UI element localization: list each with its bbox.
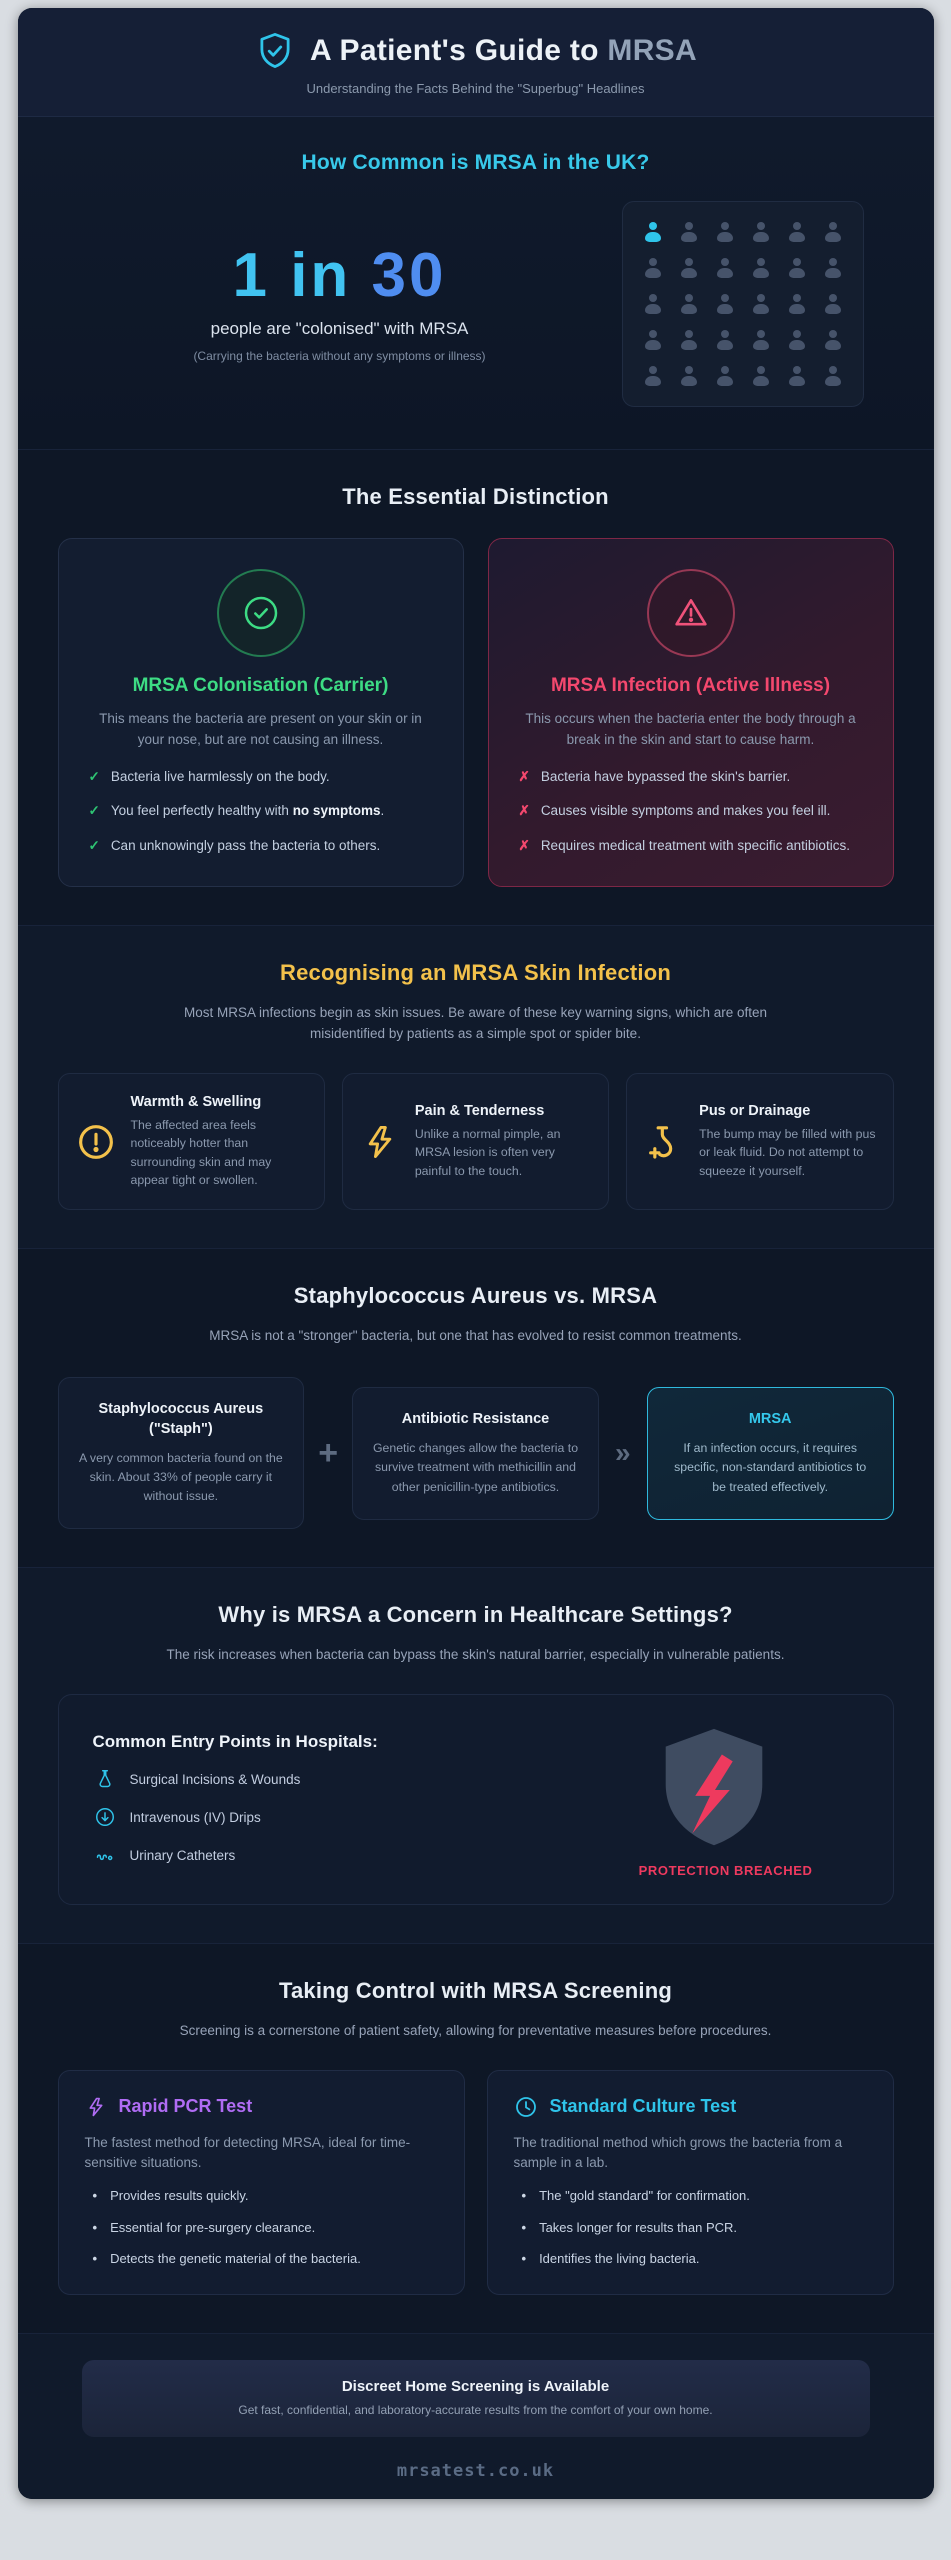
section-comparison — [18, 1249, 934, 1568]
page-title: A Patient's Guide to MRSA — [310, 34, 697, 67]
mrsa-card — [647, 1387, 894, 1520]
card-title: Staphylococcus Aureus ("Staph") — [98, 1401, 264, 1437]
person-icon — [645, 222, 661, 242]
prevalence-heading: How Common is MRSA in the UK? — [301, 151, 650, 174]
breach-label: PROTECTION BREACHED — [638, 1862, 813, 1878]
warning-sign-card — [626, 1073, 893, 1211]
infection-title: MRSA Infection (Active Illness) — [550, 675, 831, 696]
distinction-heading: The Essential Distinction — [342, 484, 609, 509]
list-item: ✗ Causes visible symptoms and makes you feel ill. — [519, 801, 863, 821]
card-title: Antibiotic Resistance — [401, 1410, 550, 1427]
iv-drip-icon — [93, 1806, 117, 1828]
section-screening — [18, 1944, 934, 2334]
entry-point-item — [93, 1806, 378, 1828]
cross-icon: ✗ — [518, 803, 530, 819]
person-icon — [753, 294, 769, 314]
person-icon — [789, 294, 805, 314]
card-text: Genetic changes allow the bacteria to survive treatment with methicillin and other penicillin-type antibiotics. — [372, 1441, 579, 1494]
entry-point-label: Intravenous (IV) Drips — [129, 1809, 261, 1825]
entry-points-heading: Common Entry Points in Hospitals: — [92, 1732, 378, 1752]
check-circle-icon — [217, 569, 305, 657]
person-icon — [789, 258, 805, 278]
droplet-plus-icon — [643, 1122, 685, 1162]
entry-point-item — [93, 1768, 378, 1790]
card-text: Unlike a normal pimple, an MRSA lesion is often very painful to the touch. — [414, 1126, 561, 1178]
culture-test-card — [487, 2070, 894, 2295]
warning-sign-card — [58, 1073, 325, 1211]
section-skin-infection — [18, 926, 934, 1250]
healthcare-heading: Why is MRSA a Concern in Healthcare Settings? — [218, 1602, 733, 1628]
section-footer — [18, 2334, 934, 2499]
infographic-root — [18, 8, 934, 2499]
list-item: ✓ Can unknowingly pass the bacteria to others. — [89, 836, 433, 856]
prevalence-stat — [88, 241, 622, 363]
list-item: • The "gold standard" for confirmation. — [521, 2188, 750, 2204]
resistance-card — [352, 1387, 599, 1520]
shield-check-icon — [254, 30, 296, 72]
section-prevalence — [18, 117, 934, 450]
person-icon — [825, 222, 841, 242]
home-screening-text: Get fast, confidential, and laboratory-accurate results from the comfort of your own home. — [238, 2402, 713, 2417]
screening-heading: Taking Control with MRSA Screening — [278, 1977, 673, 2003]
home-screening-card — [82, 2360, 870, 2437]
entry-points-card — [58, 1694, 894, 1905]
check-icon: ✓ — [88, 768, 100, 784]
stat-note: (Carrying the bacteria without any symptoms or illness) — [193, 349, 486, 363]
card-text: If an infection occurs, it requires specific, non-standard antibiotics to be treated effectively. — [674, 1441, 867, 1494]
colonisation-list — [85, 767, 437, 856]
list-item: ✗ Requires medical treatment with specific antibiotics. — [519, 836, 863, 856]
person-icon — [717, 258, 733, 278]
card-text: The affected area feels noticeably hotter than surrounding skin and may appear tight or swollen. — [130, 1117, 272, 1188]
list-item: ✓ You feel perfectly healthy with no symptoms. — [89, 801, 433, 821]
card-title: Warmth & Swelling — [130, 1093, 262, 1110]
infection-card — [488, 538, 894, 887]
home-screening-title: Discreet Home Screening is Available — [341, 2377, 610, 2395]
list-item: • Identifies the living bacteria. — [521, 2250, 700, 2266]
person-icon — [645, 330, 661, 350]
person-icon — [645, 258, 661, 278]
stat-value: 1 in 30 — [232, 241, 447, 310]
card-text: The bump may be filled with pus or leak fluid. Do not attempt to squeeze it yourself. — [699, 1126, 876, 1178]
header — [18, 8, 934, 117]
person-icon — [753, 366, 769, 386]
page-subtitle: Understanding the Facts Behind the "Superbug" Headlines — [306, 81, 645, 96]
bolt-icon — [85, 2095, 107, 2119]
alert-circle-icon — [75, 1122, 117, 1162]
person-icon — [825, 366, 841, 386]
chevron-right-icon: » — [615, 1437, 631, 1469]
card-text: A very common bacteria found on the skin. About 33% of people carry it without issue. — [78, 1451, 283, 1504]
surgical-icon — [93, 1768, 117, 1790]
card-title: MRSA — [748, 1410, 792, 1427]
person-icon — [681, 330, 697, 350]
person-icon — [645, 366, 661, 386]
person-icon — [753, 222, 769, 242]
comparison-heading: Staphylococcus Aureus vs. MRSA — [293, 1283, 658, 1309]
check-icon: ✓ — [88, 803, 100, 819]
card-title: Pus or Drainage — [699, 1102, 811, 1119]
colonisation-title: MRSA Colonisation (Carrier) — [132, 675, 389, 696]
list-item: • Takes longer for results than PCR. — [521, 2219, 738, 2235]
comparison-subtitle: MRSA is not a "stronger" bacteria, but one that has evolved to resist common treatments. — [209, 1328, 742, 1344]
person-icon — [717, 366, 733, 386]
list-item: ✗ Bacteria have bypassed the skin's barrier. — [519, 767, 863, 787]
person-icon — [789, 222, 805, 242]
cross-icon: ✗ — [518, 837, 530, 853]
person-icon — [753, 258, 769, 278]
person-icon — [645, 294, 661, 314]
section-healthcare — [18, 1568, 934, 1944]
list-item: • Provides results quickly. — [92, 2188, 249, 2204]
skin-heading: Recognising an MRSA Skin Infection — [279, 959, 672, 985]
staph-card — [58, 1377, 305, 1529]
section-distinction — [18, 450, 934, 926]
card-description: The fastest method for detecting MRSA, ideal for time-sensitive situations. — [84, 2134, 411, 2171]
culture-feature-list — [514, 2187, 867, 2268]
person-icon — [681, 222, 697, 242]
check-icon: ✓ — [88, 837, 100, 853]
list-item: • Detects the genetic material of the bacteria. — [92, 2250, 361, 2266]
warning-sign-card — [342, 1073, 609, 1211]
screening-subtitle: Screening is a cornerstone of patient safety, allowing for preventative measures before procedures. — [179, 2022, 772, 2038]
stat-caption: people are "colonised" with MRSA — [210, 319, 469, 338]
person-icon — [825, 294, 841, 314]
card-title: Rapid PCR Test — [118, 2096, 253, 2117]
person-icon — [825, 258, 841, 278]
person-icon — [825, 330, 841, 350]
clock-icon — [514, 2095, 538, 2119]
breached-shield-graphic — [639, 1721, 859, 1878]
person-icon — [717, 222, 733, 242]
entry-point-label: Urinary Catheters — [129, 1847, 236, 1863]
colonisation-card — [58, 538, 464, 887]
person-grid — [622, 201, 864, 407]
infection-list — [515, 767, 867, 856]
pcr-test-card — [58, 2070, 465, 2295]
lightning-icon — [359, 1121, 401, 1163]
broken-shield-icon — [639, 1721, 813, 1859]
person-icon — [753, 330, 769, 350]
person-icon — [789, 366, 805, 386]
person-icon — [717, 330, 733, 350]
list-item: • Essential for pre-surgery clearance. — [92, 2219, 316, 2235]
colonisation-description: This means the bacteria are present on your skin or in your nose, but are not causing an illness. — [99, 711, 422, 747]
entry-point-label: Surgical Incisions & Wounds — [129, 1771, 301, 1787]
infection-description: This occurs when the bacteria enter the body through a break in the skin and start to cause harm. — [525, 711, 856, 747]
plus-icon: + — [318, 1433, 339, 1472]
card-title: Pain & Tenderness — [414, 1102, 545, 1119]
cross-icon: ✗ — [518, 768, 530, 784]
catheter-icon — [93, 1844, 117, 1866]
list-item: ✓ Bacteria live harmlessly on the body. — [89, 767, 433, 787]
person-icon — [789, 330, 805, 350]
card-title: Standard Culture Test — [549, 2096, 737, 2117]
site-url: mrsatest.co.uk — [396, 2460, 555, 2481]
person-icon — [681, 258, 697, 278]
person-icon — [717, 294, 733, 314]
entry-point-item — [93, 1844, 378, 1866]
person-icon — [681, 366, 697, 386]
healthcare-subtitle: The risk increases when bacteria can bypass the skin's natural barrier, especially in vulnerable patients. — [166, 1647, 785, 1663]
person-icon — [681, 294, 697, 314]
warning-triangle-icon — [647, 569, 735, 657]
page-title-accent: MRSA — [607, 34, 697, 67]
pcr-feature-list — [85, 2187, 438, 2268]
skin-subtitle: Most MRSA infections begin as skin issues. Be aware of these key warning signs, which are often misidentified by patients as a simple spot or spider bite. — [183, 1004, 768, 1042]
card-description: The traditional method which grows the bacteria from a sample in a lab. — [513, 2134, 843, 2171]
